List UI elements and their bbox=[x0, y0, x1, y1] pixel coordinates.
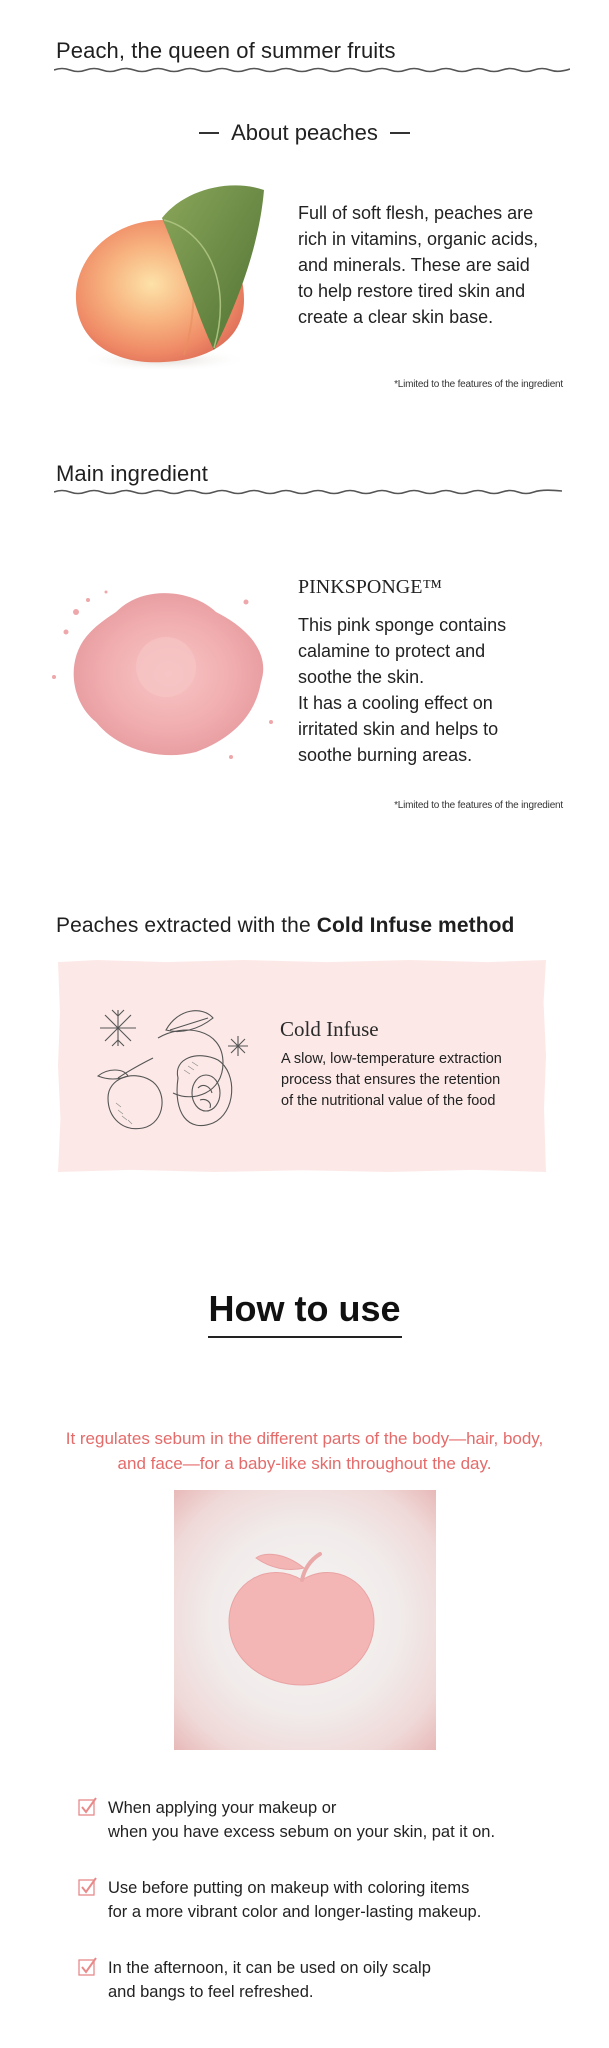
highlight-text bbox=[0, 1426, 609, 1476]
step-text bbox=[108, 1796, 495, 1844]
peach-description bbox=[298, 200, 558, 330]
pink-powder-image bbox=[46, 572, 286, 772]
cold-infuse-line: of the nutritional value of the food bbox=[281, 1093, 496, 1109]
about-heading-text: About peaches bbox=[231, 120, 378, 145]
dash-left bbox=[199, 132, 219, 134]
check-icon bbox=[78, 1877, 98, 1897]
wavy-divider bbox=[54, 488, 562, 496]
ingredient-desc-line: soothe the skin. bbox=[298, 667, 425, 687]
highlight-line: and face—for a baby-like skin throughout the day. bbox=[117, 1454, 492, 1473]
ingredient-desc-line: calamine to protect and bbox=[298, 641, 486, 661]
step-text bbox=[108, 1876, 481, 1924]
peach-desc-line: and minerals. These are said bbox=[298, 255, 530, 275]
step-line: Use before putting on makeup with coloring items bbox=[108, 1879, 470, 1897]
check-icon bbox=[78, 1957, 98, 1977]
step-line: when you have excess sebum on your skin, pat it on. bbox=[108, 1823, 496, 1841]
cold-infuse-description bbox=[281, 1049, 531, 1112]
step-item bbox=[78, 1956, 431, 2004]
peach-desc-line: rich in vitamins, organic acids, bbox=[298, 229, 539, 249]
ingredient-desc-line: It has a cooling effect on bbox=[298, 693, 493, 713]
ingredient-desc-line: irritated skin and helps to bbox=[298, 719, 499, 739]
peach-cutout-icon bbox=[174, 1490, 436, 1750]
cold-infuse-line: process that ensures the retention bbox=[281, 1072, 501, 1088]
peach-desc-line: to help restore tired skin and bbox=[298, 281, 526, 301]
step-line: In the afternoon, it can be used on oily scalp bbox=[108, 1959, 431, 1977]
step-item bbox=[78, 1796, 495, 1844]
peach-desc-line: create a clear skin base. bbox=[298, 307, 494, 327]
peach-image bbox=[64, 180, 284, 380]
ingredient-desc-line: This pink sponge contains bbox=[298, 615, 507, 635]
brand-name: PINKSPONGE™ bbox=[298, 576, 443, 598]
step-text bbox=[108, 1956, 431, 2004]
wavy-divider bbox=[54, 66, 570, 74]
peach-sketch-image bbox=[88, 998, 258, 1138]
step-line: for a more vibrant color and longer-lasting makeup. bbox=[108, 1903, 482, 1921]
ingredient-note: *Limited to the features of the ingredient bbox=[394, 800, 563, 811]
cold-infuse-title-bold: Cold Infuse method bbox=[316, 914, 515, 937]
cold-infuse-title-prefix: Peaches extracted with the bbox=[56, 914, 317, 937]
snowflake-icon bbox=[100, 1010, 136, 1046]
section-title-peach: Peach, the queen of summer fruits bbox=[56, 38, 396, 63]
section-title-cold-infuse bbox=[56, 914, 514, 938]
cold-infuse-line: A slow, low-temperature extraction bbox=[281, 1051, 502, 1067]
step-line: and bangs to feel refreshed. bbox=[108, 1983, 314, 2001]
check-icon bbox=[78, 1797, 98, 1817]
dash-right bbox=[390, 132, 410, 134]
how-to-use-title: How to use bbox=[208, 1288, 401, 1329]
ingredient-desc-line: soothe burning areas. bbox=[298, 745, 473, 765]
about-heading bbox=[0, 120, 609, 146]
step-line: When applying your makeup or bbox=[108, 1799, 337, 1817]
cold-infuse-title: Cold Infuse bbox=[280, 1017, 379, 1041]
title-underline bbox=[208, 1336, 402, 1338]
ingredient-description bbox=[298, 612, 558, 768]
step-item bbox=[78, 1876, 481, 1924]
highlight-line: It regulates sebum in the different parts of the body—hair, body, bbox=[65, 1429, 544, 1448]
section-title-ingredient: Main ingredient bbox=[56, 461, 208, 486]
ingredient-note: *Limited to the features of the ingredient bbox=[394, 379, 563, 390]
product-photo bbox=[174, 1490, 436, 1750]
peach-desc-line: Full of soft flesh, peaches are bbox=[298, 203, 534, 223]
